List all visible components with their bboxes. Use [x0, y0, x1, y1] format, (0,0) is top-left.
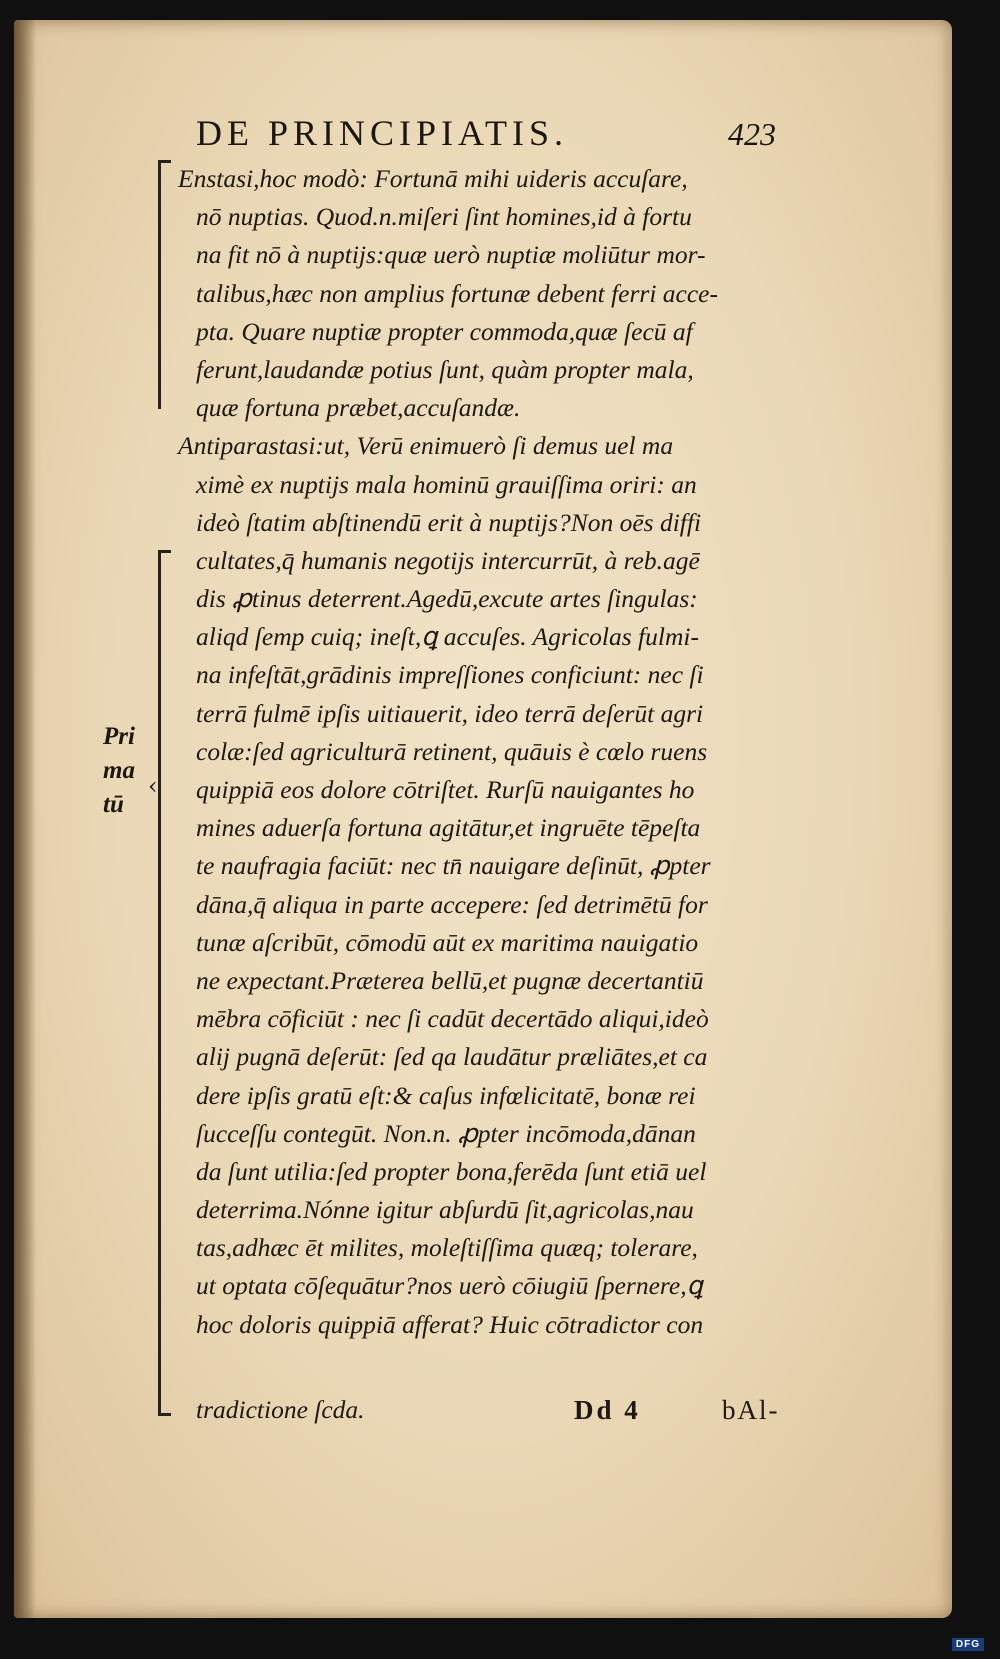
text-line: Enstasi,hoc modò: Fortunā mihi uideris accuſare,: [178, 164, 688, 193]
text-line: tunæ aſcribūt, cōmodū aūt ex maritima nauigatio: [196, 927, 699, 957]
digitization-credit: [568, 1633, 984, 1655]
text-line: aliqd ſemp cuiq; ineſt,ꝗ accuſes. Agricolas fulmi-: [196, 622, 699, 652]
text-line: ideò ſtatim abſtinendū erit à nuptijs?Non oēs diffi: [196, 507, 702, 537]
text-line: colæ:ſed agriculturā retinent, quāuis è cœlo ruens: [196, 736, 708, 766]
text-line: alij pugnā deſerūt: ſed qa laudātur præliātes,et ca: [196, 1042, 708, 1072]
text-line: cultates,q̄ humanis negotijs intercurrūt, à reb.agē: [196, 545, 700, 575]
text-line: talibus,hæc non amplius fortunæ debent ferri acce-: [196, 278, 718, 308]
text-line: ut optata cōſequātur?nos uerò cōiugiū ſpernere,ꝗ: [196, 1271, 703, 1301]
margin-note-line: ma: [103, 757, 135, 784]
credit-text: Digitalisierung gefördert durch die Deutsche Forschungsgemeinschaft -: [567, 1637, 946, 1651]
text-line: na fit nō à nuptijs:quæ uerò nuptiæ moliūtur mor-: [196, 240, 706, 270]
margin-note-line: tū: [103, 791, 124, 818]
text-line: te naufragia faciūt: nec tn̄ nauigare deſinūt, ꝓpter: [196, 851, 711, 881]
catchword-left: tradictione ſcda.: [196, 1395, 365, 1424]
text-line: ne expectant.Præterea bellū,et pugnæ decertantiū: [196, 965, 704, 995]
text-line: mines aduerſa fortuna agitātur,et ingruēte tēpeſta: [196, 813, 701, 843]
margin-note: [103, 720, 163, 822]
text-line: da ſunt utilia:ſed propter bona,ferēda ſunt etiā uel: [196, 1156, 707, 1186]
text-line: deterrima.Nónne igitur abſurdū ſit,agricolas,nau: [196, 1195, 694, 1225]
running-header: DE PRINCIPIATIS.: [196, 113, 569, 153]
text-line: mēbra cōficiūt : nec ſi cadūt decertādo aliqui,ideò: [196, 1004, 709, 1034]
text-line: dis ꝓtinus deterrent.Agedū,excute artes ſingulas:: [196, 584, 698, 614]
margin-bracket-top: [158, 160, 171, 409]
text-line: terrā fulmē ipſis uitiauerit, ideo terrā deſerūt agri: [196, 698, 704, 728]
text-line: quæ fortuna præbet,accuſandæ.: [196, 393, 521, 423]
text-line: hoc doloris quippiā afferat? Huic cōtradictor con: [196, 1309, 704, 1339]
signature-mark: Dd 4: [574, 1395, 641, 1425]
text-line: quippiā eos dolore cōtriſtet. Rurſū nauigantes ho: [196, 775, 695, 804]
text-line: ſucceſſu contegūt. Non.n. ꝓpter incōmoda,dānan: [196, 1118, 696, 1148]
page-number: 423: [728, 116, 776, 152]
text-line: Antiparastasi:ut, Verū enimuerò ſi demus uel ma: [178, 431, 674, 461]
margin-brace-point: ‹: [148, 772, 158, 800]
text-line: nō nuptias. Quod.n.miſeri ſint homines,id à fortu: [196, 202, 692, 232]
body-text: [178, 160, 818, 1344]
text-line: na infeſtāt,grādinis impreſſiones conficiunt: nec ſi: [196, 660, 704, 690]
page-gutter-shadow: [14, 20, 36, 1618]
margin-bracket-main: [158, 550, 171, 1416]
text-line: dāna,q̄ aliqua in parte accepere: ſed detrimētū for: [196, 889, 708, 919]
text-line: pta. Quare nuptiæ propter commoda,quæ ſecū af: [196, 316, 693, 346]
text-line: tas,adhæc ēt milites, moleſtiſſima quæq; tolerare,: [196, 1233, 698, 1263]
margin-note-line: Pri: [103, 723, 135, 750]
dfg-logo: DFG: [952, 1638, 984, 1651]
text-line: dere ipſis gratū eſt:& caſus infœlicitatē, bonæ rei: [196, 1080, 696, 1110]
catchword-right: bAl-: [722, 1395, 780, 1425]
text-line: ximè ex nuptijs mala hominū grauiſſima oriri: an: [196, 469, 697, 499]
page-footer: [196, 1395, 816, 1435]
text-line: ferunt,laudandæ potius ſunt, quàm propter mala,: [196, 354, 694, 384]
